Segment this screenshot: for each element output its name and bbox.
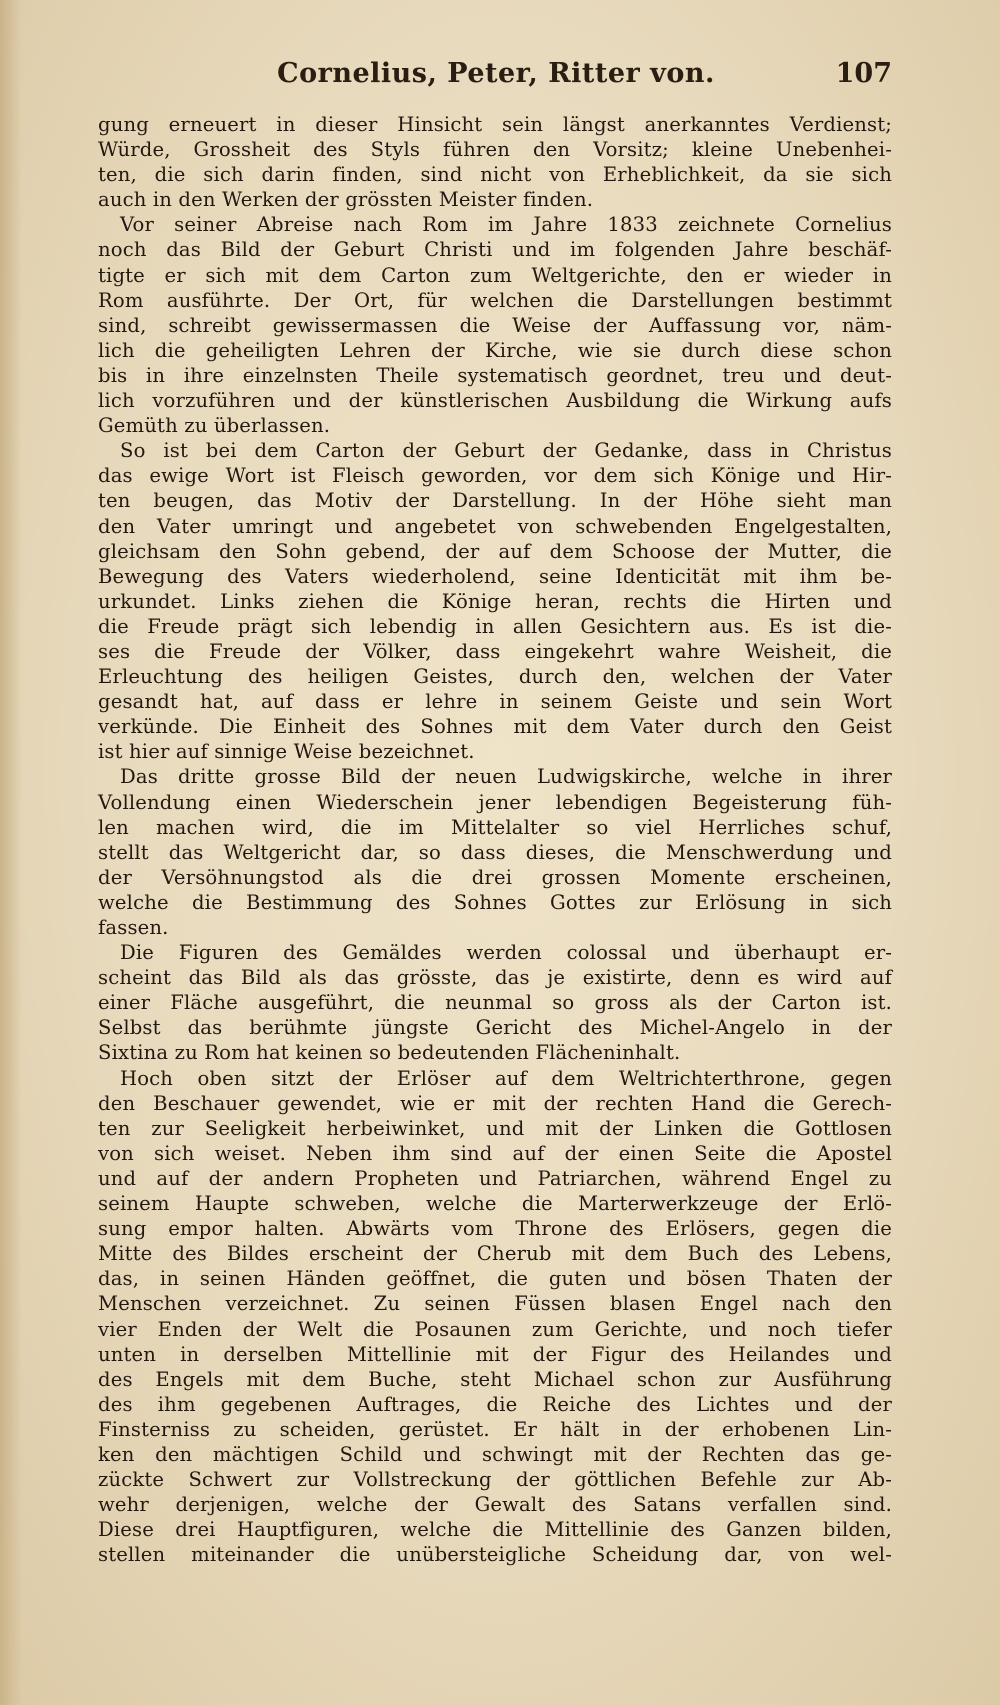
text-line: Finsterniss zu scheiden, gerüstet. Er hält in der erhobenen Lin-	[98, 1417, 892, 1441]
page-number: 107	[835, 58, 892, 89]
text-line: einer Fläche ausgeführt, die neunmal so gross als der Carton ist.	[98, 991, 892, 1015]
text-line: seinem Haupte schweben, welche die Marterwerkzeuge der Erlö-	[98, 1192, 892, 1216]
text-line: welche die Bestimmung des Sohnes Gottes zur Erlösung in sich	[98, 890, 892, 914]
text-line: Menschen verzeichnet. Zu seinen Füssen blasen Engel nach den	[98, 1292, 892, 1316]
text-line: Erleuchtung des heiligen Geistes, durch den, welchen der Vater	[98, 665, 892, 689]
text-line: ist hier auf sinnige Weise bezeichnet.	[98, 740, 475, 764]
text-line: tigte er sich mit dem Carton zum Weltgerichte, den er wieder in	[98, 263, 892, 287]
text-line: lich vorzuführen und der künstlerischen Ausbildung die Wirkung aufs	[98, 389, 892, 413]
text-line: vier Enden der Welt die Posaunen zum Gerichte, und noch tiefer	[98, 1317, 892, 1341]
text-line: zückte Schwert zur Vollstreckung der göttlichen Befehle zur Ab-	[98, 1468, 892, 1492]
text-line: ten beugen, das Motiv der Darstellung. In der Höhe sieht man	[98, 489, 892, 513]
text-line: gung erneuert in dieser Hinsicht sein längst anerkanntes Verdienst;	[98, 113, 892, 136]
text-line: das, in seinen Händen geöffnet, die guten und bösen Thaten der	[98, 1267, 892, 1291]
text-line: wehr derjenigen, welche der Gewalt des Satans verfallen sind.	[98, 1493, 892, 1517]
text-line: von sich weiset. Neben ihm sind auf der einen Seite die Apostel	[98, 1141, 892, 1165]
text-line: urkundet. Links ziehen die Könige heran, rechts die Hirten und	[98, 589, 892, 613]
text-line: der Versöhnungstod als die drei grossen Momente erscheinen,	[98, 865, 892, 889]
text-line: sind, schreibt gewissermassen die Weise der Auffassung vor, näm-	[98, 313, 892, 337]
text-line: bis in ihre einzelnsten Theile systematisch geordnet, treu und deut-	[98, 363, 892, 387]
text-line: scheint das Bild als das grösste, das je existirte, denn es wird auf	[98, 966, 892, 990]
text-line: verkünde. Die Einheit des Sohnes mit dem Vater durch den Geist	[98, 715, 892, 739]
text-line: Selbst das berühmte jüngste Gericht des Michel-Angelo in der	[98, 1016, 892, 1040]
text-line: ken den mächtigen Schild und schwingt mit der Rechten das ge-	[98, 1442, 892, 1466]
text-line: den Beschauer gewendet, wie er mit der rechten Hand die Gerech-	[98, 1091, 892, 1115]
text-line: ses die Freude der Völker, dass eingekehrt wahre Weisheit, die	[98, 639, 892, 663]
text-line: auch in den Werken der grössten Meister finden.	[98, 188, 594, 212]
body-text	[98, 112, 892, 1567]
text-line: gesandt hat, auf dass er lehre in seinem Geiste und sein Wort	[98, 690, 892, 714]
text-line: des Engels mit dem Buche, steht Michael schon zur Ausführung	[98, 1367, 892, 1391]
text-line: Das dritte grosse Bild der neuen Ludwigskirche, welche in ihrer	[120, 765, 892, 789]
text-line: Gemüth zu überlassen.	[98, 414, 331, 438]
text-line: Würde, Grossheit des Styls führen den Vorsitz; kleine Unebenhei-	[98, 138, 892, 162]
text-line: den Vater umringt und angebetet von schwebenden Engelgestalten,	[98, 514, 892, 538]
text-line: fassen.	[98, 916, 169, 939]
text-line: Bewegung des Vaters wiederholend, seine Identicität mit ihm be-	[98, 564, 892, 588]
text-line: Mitte des Bildes erscheint der Cherub mit dem Buch des Lebens,	[98, 1242, 892, 1266]
text-line: Rom ausführte. Der Ort, für welchen die Darstellungen bestimmt	[98, 288, 892, 312]
text-line: So ist bei dem Carton der Geburt der Gedanke, dass in Christus	[120, 439, 892, 463]
text-line: Vor seiner Abreise nach Rom im Jahre 1833 zeichnete Cornelius	[120, 213, 892, 237]
text-line: und auf der andern Propheten und Patriarchen, während Engel zu	[98, 1166, 892, 1190]
text-line: stellt das Weltgericht dar, so dass dieses, die Menschwerdung und	[98, 840, 892, 864]
text-line: sung empor halten. Abwärts vom Throne des Erlösers, gegen die	[98, 1217, 892, 1241]
text-line: Sixtina zu Rom hat keinen so bedeutenden Flächeninhalt.	[98, 1041, 681, 1065]
text-line: ten, die sich darin finden, sind nicht von Erheblichkeit, da sie sich	[98, 163, 892, 187]
text-line: Vollendung einen Wiederschein jener lebendigen Begeisterung füh-	[98, 790, 892, 814]
text-line: stellen miteinander die unübersteigliche Scheidung dar, von wel-	[98, 1543, 892, 1567]
text-line: die Freude prägt sich lebendig in allen Gesichtern aus. Es ist die-	[98, 614, 892, 638]
text-line: Die Figuren des Gemäldes werden colossal und überhaupt er-	[120, 941, 892, 965]
text-line: gleichsam den Sohn gebend, der auf dem Schoose der Mutter, die	[98, 539, 892, 563]
text-line: noch das Bild der Geburt Christi und im folgenden Jahre beschäf-	[98, 238, 892, 262]
text-line: Hoch oben sitzt der Erlöser auf dem Weltrichterthrone, gegen	[120, 1066, 892, 1090]
text-line: des ihm gegebenen Auftrages, die Reiche des Lichtes und der	[98, 1392, 892, 1416]
text-line: unten in derselben Mittellinie mit der Figur des Heilandes und	[98, 1342, 892, 1366]
running-head	[100, 58, 892, 98]
text-line: ten zur Seeligkeit herbeiwinket, und mit der Linken die Gottlosen	[98, 1116, 892, 1140]
text-line: Diese drei Hauptfiguren, welche die Mittellinie des Ganzen bilden,	[98, 1518, 892, 1542]
page-title: Cornelius, Peter, Ritter von.	[277, 58, 715, 89]
text-line: lich die geheiligten Lehren der Kirche, wie sie durch diese schon	[98, 338, 892, 362]
text-line: len machen wird, die im Mittelalter so viel Herrliches schuf,	[98, 815, 892, 839]
text-line: das ewige Wort ist Fleisch geworden, vor dem sich Könige und Hir-	[98, 464, 892, 488]
